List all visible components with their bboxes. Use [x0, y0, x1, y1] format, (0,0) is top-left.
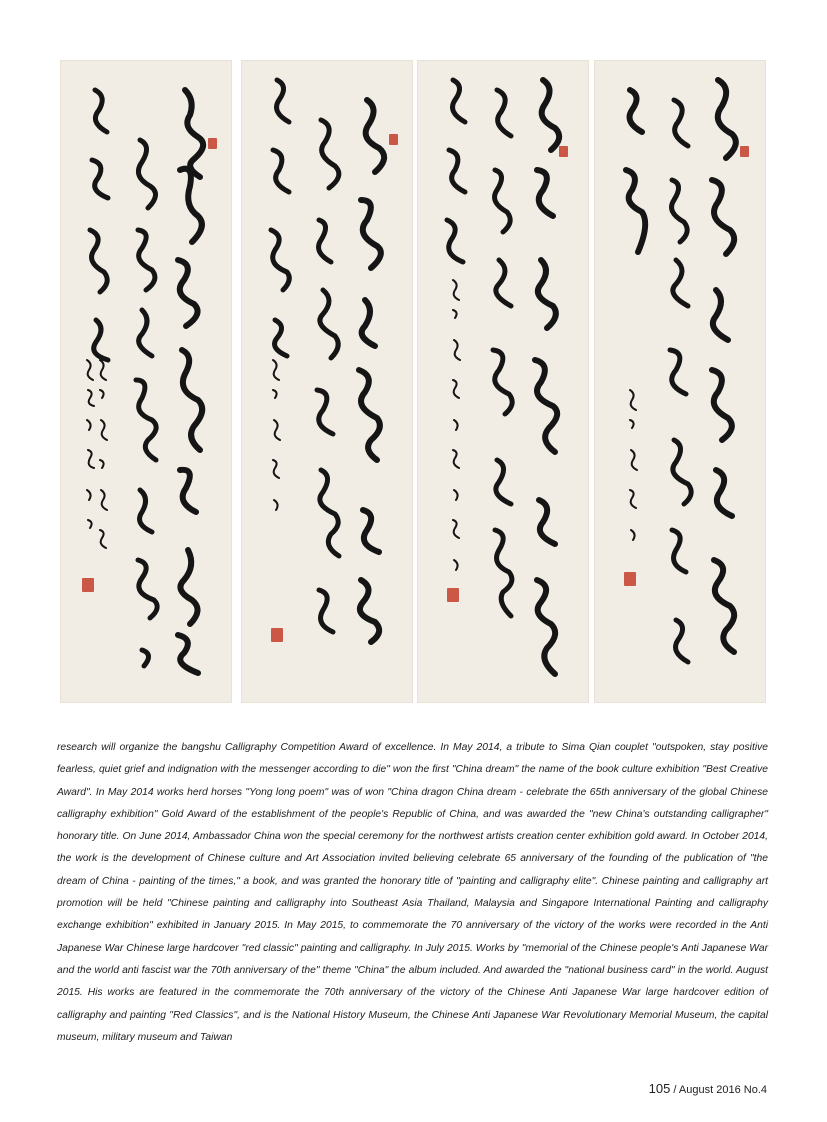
calligraphy-artwork-2	[241, 60, 413, 703]
article-body-text: research will organize the bangshu Calligraphy Competition Award of excellence. In May 2014, a tribute to Sima Qian couplet "outspoken, stay positive fearless, quiet grief and indignation with the messenger according to die" won the first "China dream" the name of the book culture exhibition "Best Creative Award". In May 2014 works herd horses "Yong long poem" was of won "China dragon China dream - celebrate the 65th anniversary of the global Chinese calligraphy exhibition" Gold Award of the establishment of the people's Republic of China, and was awarded the "new China's outstanding calligrapher" honorary title. On June 2014, Ambassador China won the special ceremony for the northwest artists creation center exhibition gold award. In October 2014, the work is the development of Chinese culture and Art Association invited believing celebrate 65 anniversary of the founding of the publication of "the dream of China - painting of the times," a book, and was granted the honorary title of "painting and calligraphy elite". Chinese painting and calligraphy art promotion will be held "Chinese painting and calligraphy into Southeast Asia Thailand, Malaysia and Singapore International Painting and calligraphy exchange exhibition" exhibited in January 2015. In May 2015, to commemorate the 70 anniversary of the victory of the works were recorded in the Anti Japanese War Chinese large hardcover "red classic" painting and calligraphy. In July 2015. Works by "memorial of the Chinese people's Anti Japanese War and the world anti fascist war the 70th anniversary of the" theme "China" the album included. And awarded the "national business card" in the world. August 2015. His works are featured in the commemorate the 70th anniversary of the victory of the Chinese Anti Japanese War large hardcover edition of calligraphy and painting "Red Classics", and is the National History Museum, the Chinese Anti Japanese War Revolutionary Memorial Museum, the capital museum, military museum and Taiwan	[57, 742, 768, 1043]
footer-separator: /	[673, 1084, 677, 1096]
calligraphy-scroll-1	[60, 60, 232, 703]
calligraphy-scroll-4	[594, 60, 766, 703]
red-seal-stamp	[740, 146, 749, 157]
calligraphy-scroll-2	[241, 60, 413, 703]
red-seal-stamp	[389, 134, 398, 145]
red-seal-stamp	[624, 572, 636, 586]
red-seal-stamp	[271, 628, 283, 642]
page-number: 105	[648, 1081, 671, 1096]
page-footer	[649, 1081, 767, 1096]
calligraphy-artwork-1	[60, 60, 232, 703]
issue-label: August 2016 No.4	[678, 1084, 767, 1096]
calligraphy-scroll-3	[417, 60, 589, 703]
red-seal-stamp	[208, 138, 217, 149]
red-seal-stamp	[447, 588, 459, 602]
red-seal-stamp	[82, 578, 94, 592]
red-seal-stamp	[559, 146, 568, 157]
